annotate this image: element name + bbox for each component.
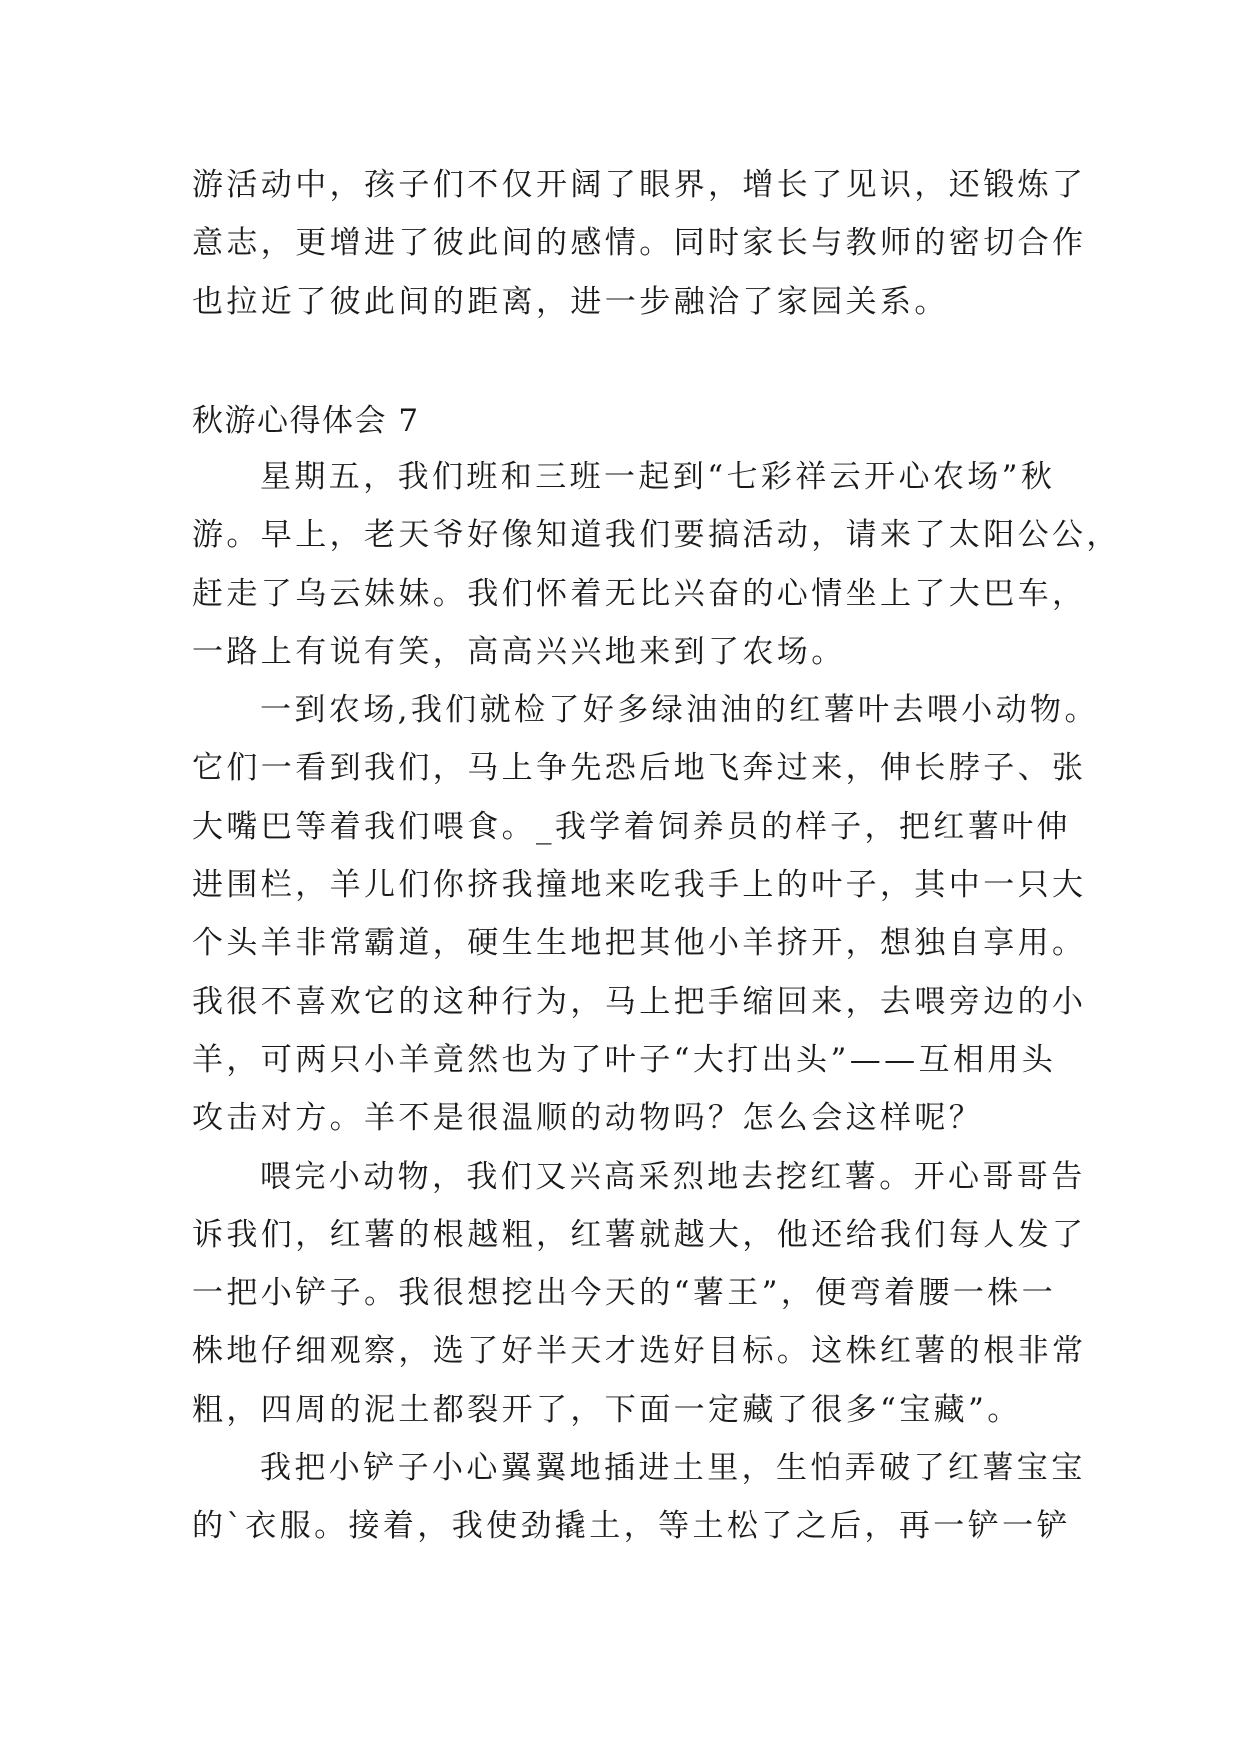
text-line: 一路上有说有笑，高高兴兴地来到了农场。 xyxy=(192,633,846,670)
text-line: 游。早上，老天爷好像知道我们要搞活动，请来了太阳公公， xyxy=(192,517,1121,554)
text-line: 一把小铲子。我很想挖出今天的“薯王”，便弯着腰一株一 xyxy=(192,1275,1057,1312)
text-line: 我很不喜欢它的这种行为，马上把手缩回来，去喂旁边的小 xyxy=(192,983,1087,1020)
text-line: 游活动中，孩子们不仅开阔了眼界，增长了见识，还锻炼了 xyxy=(192,167,1087,203)
paragraph-first-line: 星期五，我们班和三班一起到“七彩祥云开心农场”秋 xyxy=(260,459,1056,495)
text-line: 赶走了乌云妹妹。我们怀着无比兴奋的心情坐上了大巴车， xyxy=(192,575,1087,612)
text-line: 进围栏，羊儿们你挤我撞地来吃我手上的叶子，其中一只大 xyxy=(192,867,1087,904)
text-line: 也拉近了彼此间的距离，进一步融洽了家园关系。 xyxy=(192,283,949,320)
text-line: 羊，可两只小羊竟然也为了叶子“大打出头”——互相用头 xyxy=(192,1041,1057,1078)
section-body xyxy=(192,448,1121,1556)
paragraph-first-line: 我把小铲子小心翼翼地插进土里，生怕弄破了红薯宝宝 xyxy=(260,1450,1086,1487)
text-line: 它们一看到我们，马上争先恐后地飞奔过来，伸长脖子、张 xyxy=(192,750,1087,787)
text-line: 株地仔细观察，选了好半天才选好目标。这株红薯的根非常 xyxy=(192,1333,1087,1370)
text-line: 大嘴巴等着我们喂食。_我学着饲养员的样子，把红薯叶伸 xyxy=(192,808,1071,845)
continuation-paragraph xyxy=(192,156,1087,331)
section-heading: 秋游心得体会 7 xyxy=(192,403,420,439)
text-line: 的`衣服。接着，我使劲撬土，等土松了之后，再一铲一铲 xyxy=(192,1508,1071,1545)
text-line: 诉我们，红薯的根越粗，红薯就越大，他还给我们每人发了 xyxy=(192,1216,1087,1253)
text-line: 个头羊非常霸道，硬生生地把其他小羊挤开，想独自享用。 xyxy=(192,925,1087,962)
text-line: 粗，四周的泥土都裂开了，下面一定藏了很多“宝藏”。 xyxy=(192,1391,1022,1428)
text-line: 攻击对方。羊不是很温顺的动物吗？怎么会这样呢？ xyxy=(192,1100,984,1137)
paragraph-first-line: 一到农场,我们就检了好多绿油油的红薯叶去喂小动物。 xyxy=(260,692,1099,729)
paragraph-first-line: 喂完小动物，我们又兴高采烈地去挖红薯。开心哥哥告 xyxy=(260,1158,1086,1195)
text-line: 意志，更增进了彼此间的感情。同时家长与教师的密切合作 xyxy=(192,225,1087,262)
